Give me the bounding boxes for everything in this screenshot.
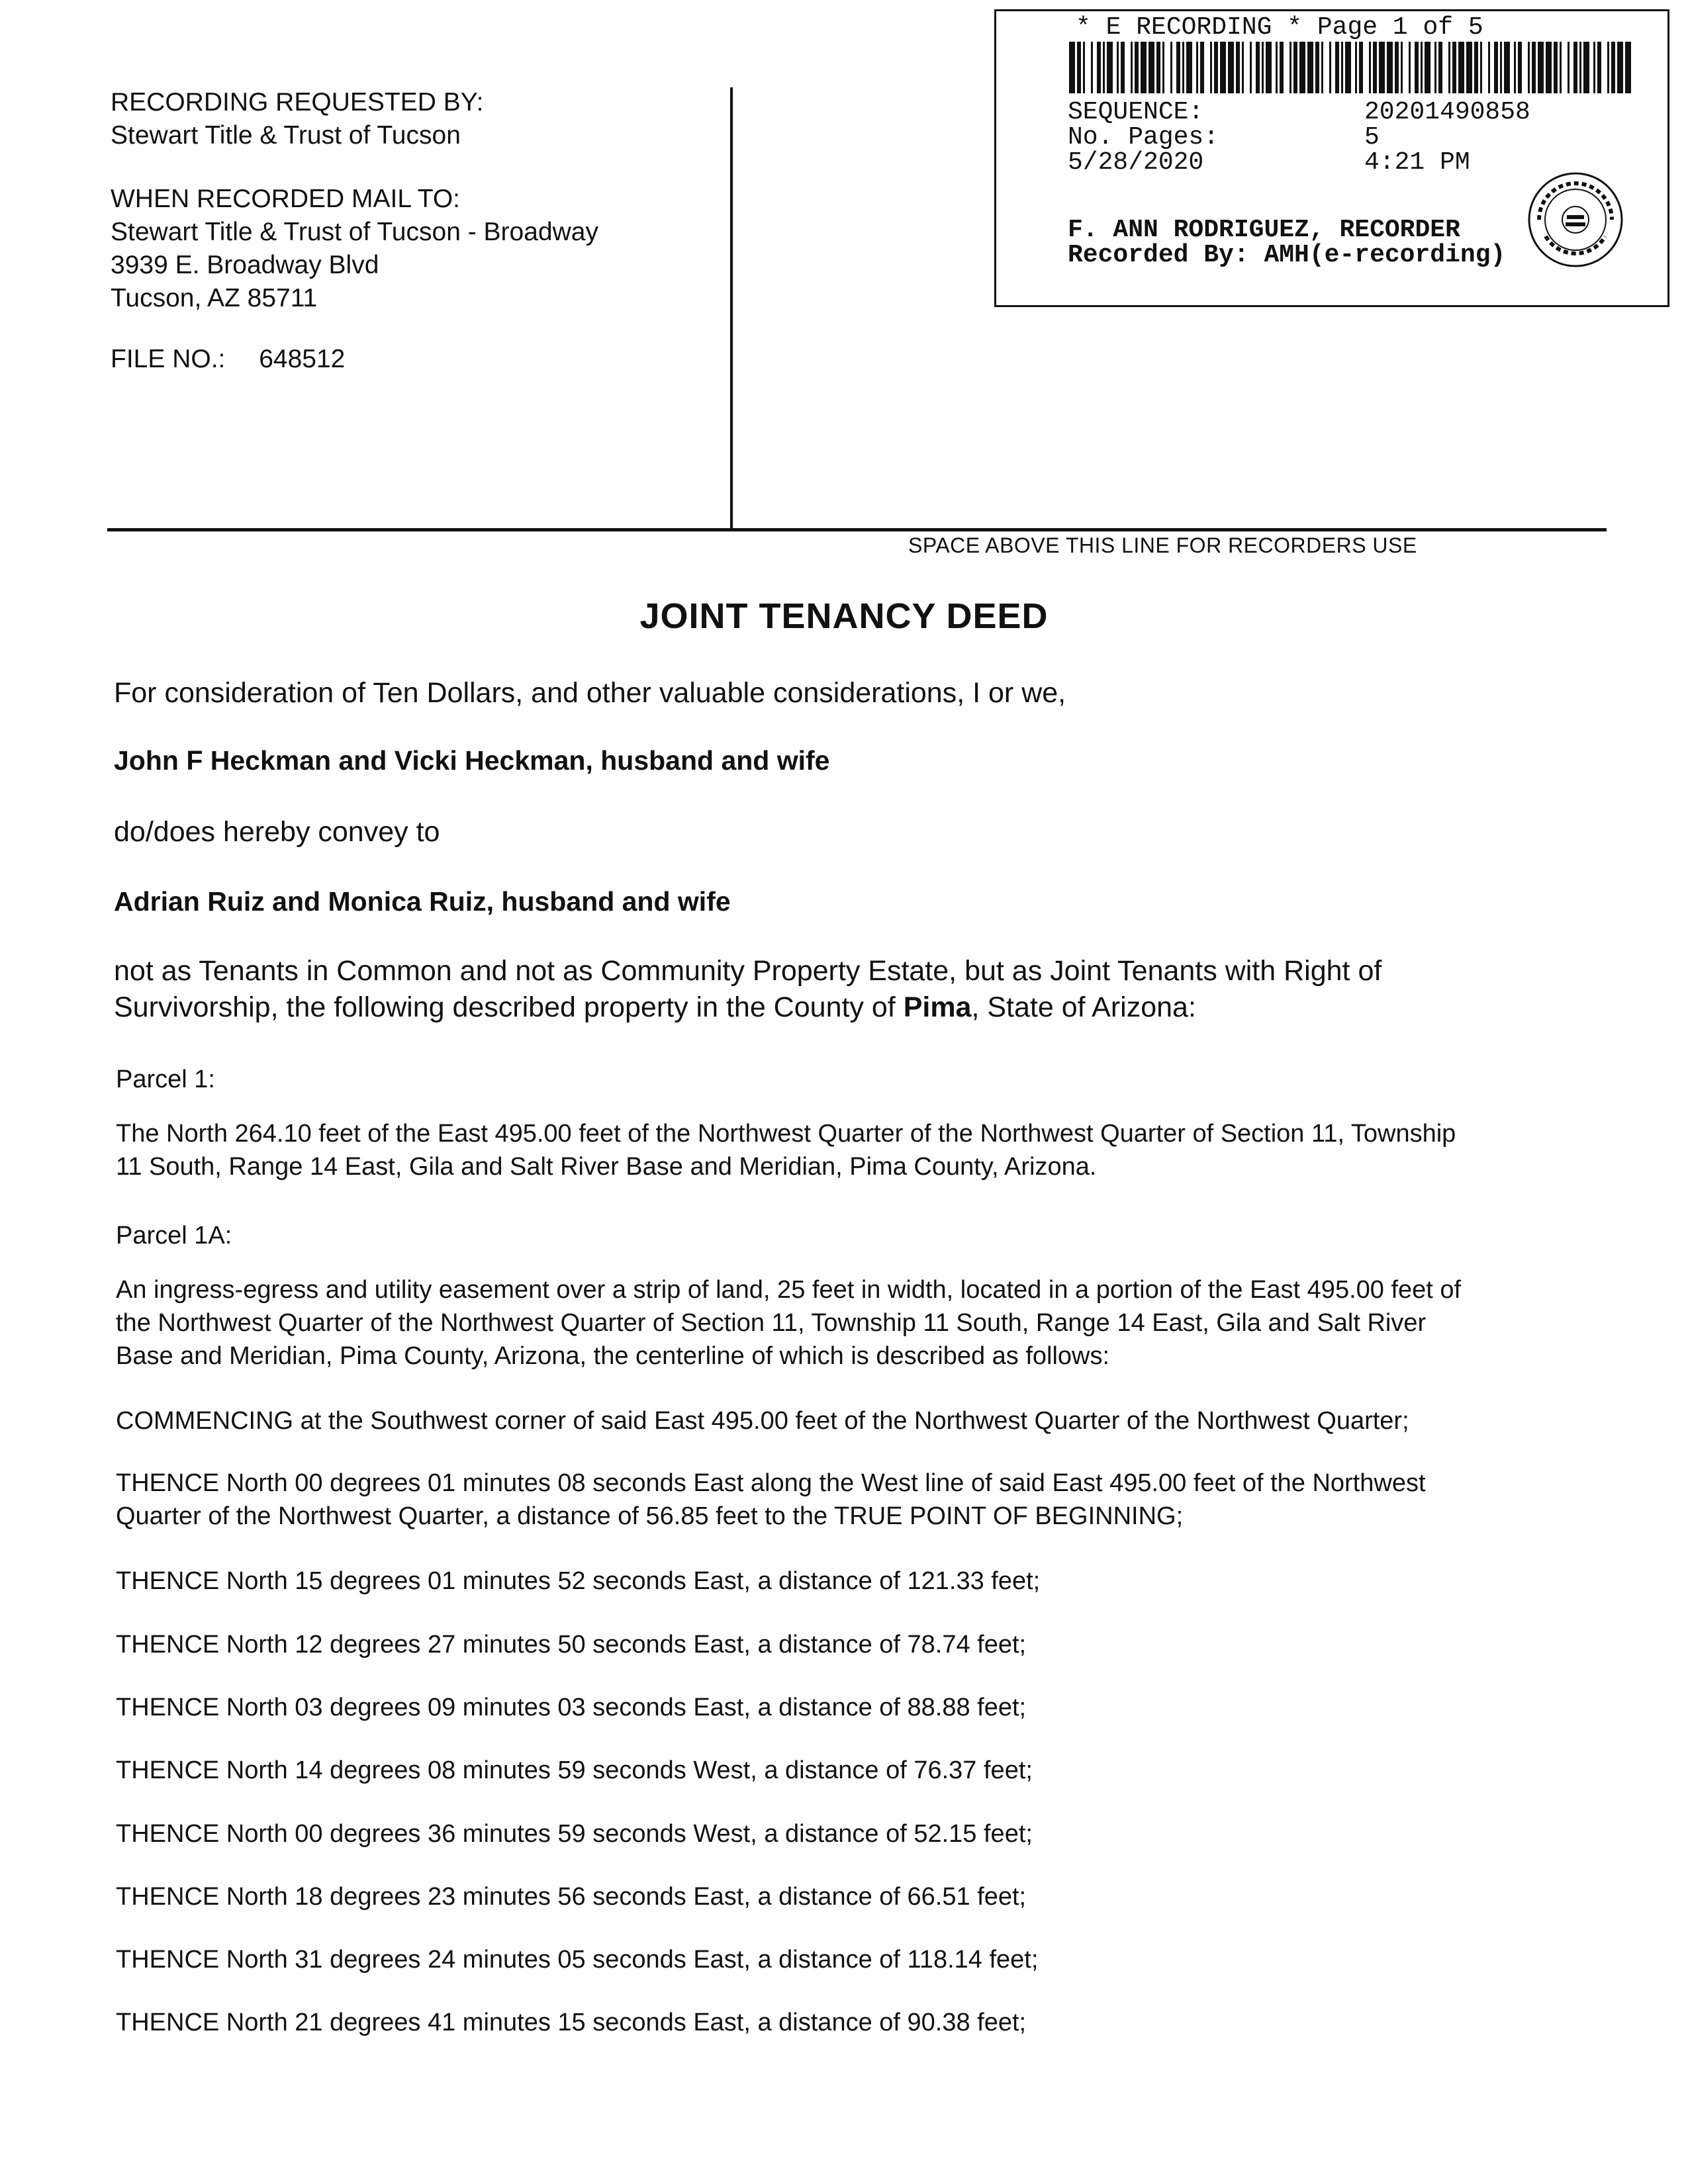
recording-date: 5/28/2020 xyxy=(1068,148,1204,177)
pages-value: 5 xyxy=(1364,123,1380,152)
header-vertical-divider xyxy=(730,87,733,531)
course-line: THENCE North 18 degrees 23 minutes 56 seconds East, a distance of 66.51 feet; xyxy=(116,1883,1027,1911)
requested-by-name: Stewart Title & Trust of Tucson xyxy=(111,121,461,150)
parcel-line: Base and Meridian, Pima County, Arizona, the centerline of which is described as follows: xyxy=(116,1342,1110,1370)
consideration-clause: For consideration of Ten Dollars, and other valuable considerations, I or we, xyxy=(114,677,1066,709)
recording-stamp xyxy=(994,9,1669,307)
tenancy-line: not as Tenants in Common and not as Community Property Estate, but as Joint Tenants with Right of xyxy=(114,955,1382,987)
parcel-1a-description xyxy=(116,1273,1605,1373)
sequence-label: SEQUENCE: xyxy=(1068,98,1204,126)
grantees: Adrian Ruiz and Monica Ruiz, husband and wife xyxy=(114,886,731,917)
county-name: Pima xyxy=(903,991,972,1023)
mail-to-block xyxy=(111,183,598,315)
mail-to-line: 3939 E. Broadway Blvd xyxy=(111,251,379,279)
recorder-line: F. ANN RODRIGUEZ, RECORDER xyxy=(1068,216,1460,244)
course-line: THENCE North 00 degrees 01 minutes 08 seconds East along the West line of said East 495.00 feet of the Northwest xyxy=(116,1469,1426,1497)
parcel-1-description xyxy=(116,1117,1605,1183)
course-line: THENCE North 12 degrees 27 minutes 50 seconds East, a distance of 78.74 feet; xyxy=(116,1631,1027,1659)
commencing-clause: COMMENCING at the Southwest corner of said East 495.00 feet of the Northwest Quarter of the Northwest Quarter; xyxy=(116,1407,1409,1435)
file-no-value: 648512 xyxy=(259,345,346,373)
tenancy-clause xyxy=(114,953,1597,1026)
parcel-line: the Northwest Quarter of the Northwest Quarter of Section 11, Township 11 South, Range 14 East, Gila and Salt River xyxy=(116,1309,1427,1337)
parcel-line: 11 South, Range 14 East, Gila and Salt River Base and Meridian, Pima County, Arizona. xyxy=(116,1153,1097,1181)
recording-time: 4:21 PM xyxy=(1364,148,1470,177)
recorded-by-line: Recorded By: AMH(e-recording) xyxy=(1068,241,1506,269)
stamp-top-line: * E RECORDING * Page 1 of 5 xyxy=(1076,13,1483,42)
course-line: THENCE North 21 degrees 41 minutes 15 seconds East, a distance of 90.38 feet; xyxy=(116,2009,1027,2036)
requested-by-label: RECORDING REQUESTED BY: xyxy=(111,88,484,116)
parcel-1-label: Parcel 1: xyxy=(116,1066,215,1093)
pages-label: No. Pages: xyxy=(1068,123,1219,152)
course-line: THENCE North 03 degrees 09 minutes 03 seconds East, a distance of 88.88 feet; xyxy=(116,1694,1027,1721)
mail-to-label: WHEN RECORDED MAIL TO: xyxy=(111,185,461,213)
barcode-icon xyxy=(1069,42,1632,93)
mail-to-line: Stewart Title & Trust of Tucson - Broadway xyxy=(111,218,598,246)
file-no-label: FILE NO.: xyxy=(111,345,226,373)
convey-clause: do/does hereby convey to xyxy=(114,816,440,848)
course-line: Quarter of the Northwest Quarter, a distance of 56.85 feet to the TRUE POINT OF BEGINNING; xyxy=(116,1502,1184,1530)
course-line: THENCE North 14 degrees 08 minutes 59 seconds West, a distance of 76.37 feet; xyxy=(116,1756,1033,1784)
file-no-block xyxy=(111,343,345,376)
parcel-1a-label: Parcel 1A: xyxy=(116,1222,232,1250)
course-line: THENCE North 00 degrees 36 minutes 59 seconds West, a distance of 52.15 feet; xyxy=(116,1820,1033,1848)
course-line: THENCE North 31 degrees 24 minutes 05 seconds East, a distance of 118.14 feet; xyxy=(116,1946,1039,1974)
first-course xyxy=(116,1467,1605,1533)
sequence-value: 20201490858 xyxy=(1364,98,1530,126)
tenancy-line: Survivorship, the following described property in the County of Pima, State of Arizona: xyxy=(114,991,1196,1023)
course-line: THENCE North 15 degrees 01 minutes 52 seconds East, a distance of 121.33 feet; xyxy=(116,1567,1041,1595)
recorder-space-rule xyxy=(107,528,1607,531)
parcel-line: The North 264.10 feet of the East 495.00 feet of the Northwest Quarter of the Northwest Quarter of Section 11, Township xyxy=(116,1120,1456,1148)
grantors: John F Heckman and Vicki Heckman, husband and wife xyxy=(114,745,830,776)
page-title: JOINT TENANCY DEED xyxy=(639,596,1049,636)
parcel-line: An ingress-egress and utility easement over a strip of land, 25 feet in width, located in a portion of the East 495.00 feet of xyxy=(116,1276,1462,1304)
recorder-space-note: SPACE ABOVE THIS LINE FOR RECORDERS USE xyxy=(908,533,1417,557)
county-seal-icon xyxy=(1526,170,1625,269)
recording-requested-block xyxy=(111,86,483,152)
mail-to-line: Tucson, AZ 85711 xyxy=(111,284,318,312)
